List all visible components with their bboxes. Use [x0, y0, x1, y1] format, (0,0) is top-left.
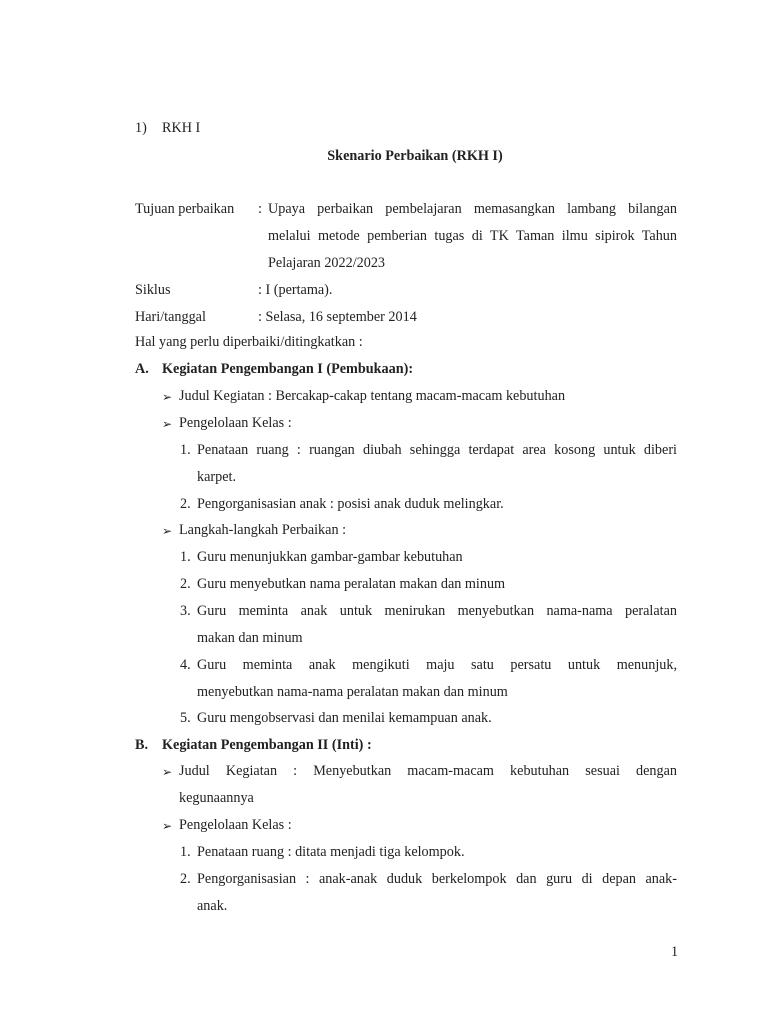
list-item-continued: karpet. — [197, 469, 236, 485]
section-b-judul-continued: kegunaannya — [179, 790, 254, 806]
list-item-continued: menyebutkan nama-nama peralatan makan dan minum — [197, 684, 508, 700]
hari-label: Hari/tanggal — [135, 309, 206, 325]
tujuan-label: Tujuan perbaikan — [135, 201, 235, 217]
arrow-bullet-icon: ➢ — [162, 819, 173, 833]
arrow-bullet-icon: ➢ — [162, 765, 173, 779]
section-b-pengelolaan: Pengelolaan Kelas : — [179, 817, 292, 833]
tujuan-line-1: Upaya perbaikan pembelajaran memasangkan lambang bilangan — [268, 201, 677, 217]
page-title: Skenario Perbaikan (RKH I) — [327, 148, 503, 164]
list-item: Pengorganisasian : anak-anak duduk berkelompok dan guru di depan anak- — [197, 871, 677, 887]
section-a-title: Kegiatan Pengembangan I (Pembukaan): — [162, 361, 414, 377]
list-number: 2. — [180, 576, 191, 592]
list-item: Guru meminta anak untuk menirukan menyebutkan nama-nama peralatan — [197, 603, 677, 619]
section-b-judul: Judul Kegiatan : Menyebutkan macam-macam kebutuhan sesuai dengan — [179, 763, 677, 779]
list-item: Pengorganisasian anak : posisi anak duduk melingkar. — [197, 496, 504, 512]
list-item: Guru menyebutkan nama peralatan makan dan minum — [197, 576, 506, 592]
list-number: 5. — [180, 710, 191, 726]
tujuan-colon: : — [258, 201, 262, 217]
list-number: 3. — [180, 603, 191, 619]
list-number: 2. — [180, 871, 191, 887]
heading-label: RKH I — [162, 120, 201, 136]
list-item: Penataan ruang : ditata menjadi tiga kelompok. — [197, 844, 465, 860]
tujuan-line-2: melalui metode pemberian tugas di TK Taman ilmu sipirok Tahun — [268, 228, 677, 244]
arrow-bullet-icon: ➢ — [162, 390, 173, 404]
section-a-letter: A. — [135, 361, 149, 377]
hari-value: : Selasa, 16 september 2014 — [258, 309, 417, 325]
page-number: 1 — [671, 944, 679, 960]
list-number: 2. — [180, 496, 191, 512]
tujuan-line-3: Pelajaran 2022/2023 — [268, 255, 386, 271]
siklus-label: Siklus — [135, 282, 171, 298]
list-item-continued: makan dan minum — [197, 630, 303, 646]
list-item-continued: anak. — [197, 898, 228, 914]
heading-number: 1) — [135, 120, 147, 136]
list-number: 1. — [180, 844, 191, 860]
arrow-bullet-icon: ➢ — [162, 417, 173, 431]
list-item: Guru mengobservasi dan menilai kemampuan anak. — [197, 710, 492, 726]
section-a-pengelolaan: Pengelolaan Kelas : — [179, 415, 292, 431]
list-item: Guru meminta anak mengikuti maju satu persatu untuk menunjuk, — [197, 657, 677, 673]
section-a-judul: Judul Kegiatan : Bercakap-cakap tentang macam-macam kebutuhan — [179, 388, 566, 404]
siklus-value: : I (pertama). — [258, 282, 333, 298]
list-number: 1. — [180, 549, 191, 565]
list-item: Penataan ruang : ruangan diubah sehingga terdapat area kosong untuk diberi — [197, 442, 677, 458]
list-number: 4. — [180, 657, 191, 673]
section-b-title: Kegiatan Pengembangan II (Inti) : — [162, 737, 372, 753]
section-a-langkah: Langkah-langkah Perbaikan : — [179, 522, 347, 538]
list-item: Guru menunjukkan gambar-gambar kebutuhan — [197, 549, 463, 565]
list-number: 1. — [180, 442, 191, 458]
arrow-bullet-icon: ➢ — [162, 524, 173, 538]
hal-perlu: Hal yang perlu diperbaiki/ditingkatkan : — [135, 334, 363, 350]
section-b-letter: B. — [135, 737, 149, 753]
